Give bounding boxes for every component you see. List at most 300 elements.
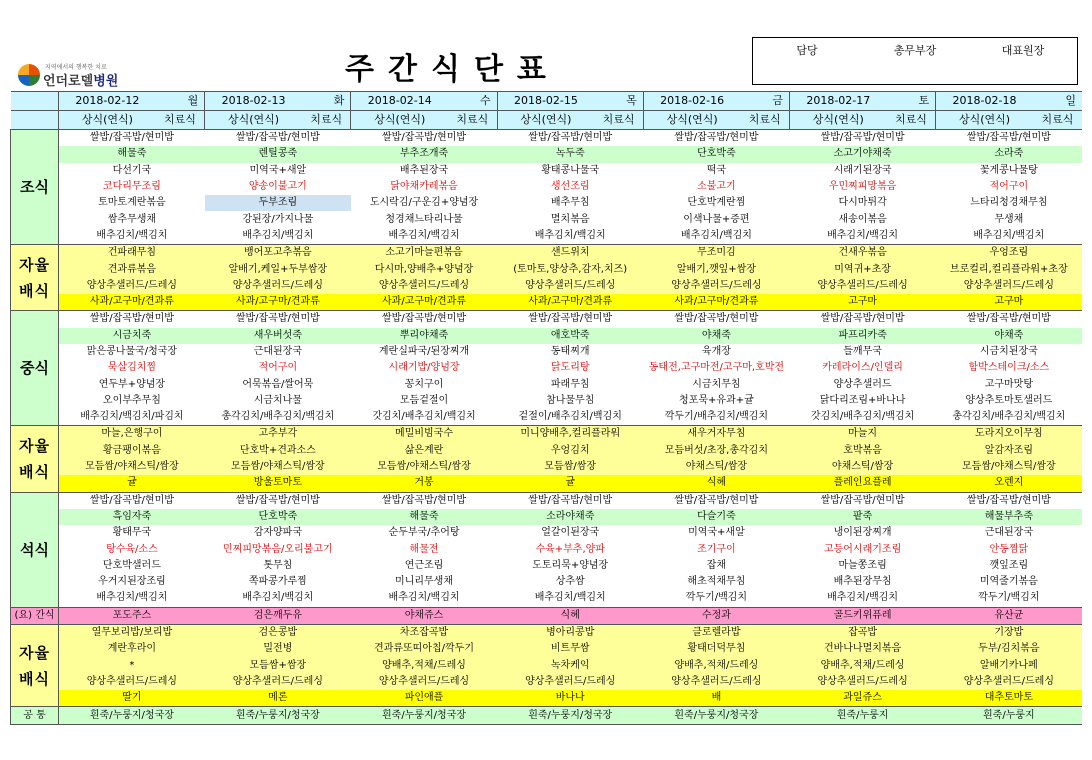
menu-item: 배추된장국 [351, 163, 497, 179]
menu-item: 쌀밥/잡곡밥/현미밥 [936, 130, 1082, 147]
menu-item: 야채죽 [643, 328, 789, 344]
section-label-dinner: 석식 [11, 492, 59, 607]
menu-item: 깍두기/배추김치/백김치 [643, 409, 789, 426]
menu-item: 야채쥬스 [351, 607, 497, 624]
diet-regular-label: 상식(연식) [936, 111, 1033, 130]
menu-item: 양상추샐러드/드레싱 [936, 674, 1082, 690]
logo-emblem-icon [18, 64, 40, 86]
menu-item: 미역귀+초장 [790, 261, 936, 277]
menu-item: 도라지오이무침 [936, 426, 1082, 443]
menu-item: 배추김치/백김치/파김치 [59, 409, 205, 426]
dinner-row [11, 509, 1083, 525]
menu-item: 다슬기죽 [643, 509, 789, 525]
menu-item: 모듬버섯/초장,총각김치 [643, 443, 789, 459]
menu-item: 흰죽/누룽지/청국장 [205, 707, 351, 724]
menu-item: 적어구이 [936, 179, 1082, 195]
day-date: 2018-02-18 [936, 92, 1033, 111]
menu-item: 모듬쌈/야채스틱/쌈장 [59, 459, 205, 475]
menu-item: 밀전병 [205, 641, 351, 657]
selfserve1-row [11, 261, 1083, 277]
menu-item: 탕수육/소스 [59, 541, 205, 557]
menu-item: 쌀밥/잡곡밥/현미밥 [205, 130, 351, 147]
menu-item: 쌀밥/잡곡밥/현미밥 [205, 492, 351, 509]
menu-item: 수정과 [643, 607, 789, 624]
menu-item: 냉이된장찌개 [790, 525, 936, 541]
menu-item: 소고기마늘편볶음 [351, 245, 497, 262]
menu-item: 소라야채죽 [497, 509, 643, 525]
menu-item: 흰죽/누룽지/청국장 [351, 707, 497, 724]
selfserve2-row [11, 443, 1083, 459]
menu-item: 쌈추무생채 [59, 211, 205, 227]
menu-item: 쪽파콩가루찜 [205, 574, 351, 590]
menu-item: * [59, 658, 205, 674]
menu-item: 동태전,고구마전/고구마,호박전 [643, 360, 789, 376]
menu-item: 오렌지 [936, 475, 1082, 492]
menu-item: 식혜 [497, 607, 643, 624]
menu-item: 유산균 [936, 607, 1082, 624]
menu-item: 양상추샐러드 [790, 376, 936, 392]
menu-item: 야채스틱/쌈장 [643, 459, 789, 475]
menu-item: 건파래무침 [59, 245, 205, 262]
menu-item: 배추무침 [497, 195, 643, 211]
menu-item: 플레인요플레 [790, 475, 936, 492]
menu-item: 황태무국 [59, 525, 205, 541]
snack-row [11, 607, 1083, 624]
menu-item: 검은콩밥 [205, 624, 351, 641]
menu-item: 계란후라이 [59, 641, 205, 657]
menu-item: 양상추샐러드/드레싱 [643, 674, 789, 690]
menu-item: 사과/고구마/견과류 [497, 294, 643, 311]
selfserve3-row [11, 658, 1083, 674]
section-label-lunch: 중식 [11, 311, 59, 426]
menu-item: 조기구이 [643, 541, 789, 557]
menu-item: 사과/고구마/견과류 [643, 294, 789, 311]
diet-regular-label: 상식(연식) [790, 111, 887, 130]
menu-item: 다시마,양배추+양념장 [351, 261, 497, 277]
day-weekday: 금 [740, 92, 789, 111]
menu-item: 배추김치/백김치 [497, 590, 643, 607]
section-label-common: 공 통 [11, 707, 59, 724]
menu-item: 쌀밥/잡곡밥/현미밥 [205, 311, 351, 328]
menu-item: 배추된장무침 [790, 574, 936, 590]
selfserve1-row [11, 245, 1083, 262]
menu-item: 녹차케익 [497, 658, 643, 674]
menu-item: 쌀밥/잡곡밥/현미밥 [643, 311, 789, 328]
menu-item: 녹두죽 [497, 146, 643, 162]
approval-manager: 총무부장 [893, 44, 937, 57]
menu-item: 총각김치/배추김치/백김치 [936, 409, 1082, 426]
menu-item: 단호박계란찜 [643, 195, 789, 211]
menu-item: 견과류볶음 [59, 261, 205, 277]
diet-therapy-label: 치료식 [1033, 111, 1082, 130]
breakfast-row [11, 211, 1083, 227]
menu-item: 야채스틱/쌈장 [790, 459, 936, 475]
menu-item: 양상추토마토샐러드 [936, 393, 1082, 409]
menu-item: 골드키위퓨레 [790, 607, 936, 624]
dinner-row [11, 541, 1083, 557]
menu-item: 건바나나멸치볶음 [790, 641, 936, 657]
selfserve3-row [11, 641, 1083, 657]
day-date: 2018-02-17 [790, 92, 887, 111]
menu-item: 쌀밥/잡곡밥/현미밥 [936, 492, 1082, 509]
menu-item: 황태콩나물국 [497, 163, 643, 179]
menu-item: 쌀밥/잡곡밥/현미밥 [790, 311, 936, 328]
diet-type-row [11, 111, 1083, 130]
menu-item: 메론 [205, 690, 351, 707]
menu-item: 모듬겉절이 [351, 393, 497, 409]
day-weekday: 화 [302, 92, 351, 111]
menu-item: 배추김치/백김치 [790, 590, 936, 607]
menu-item: 마늘지 [790, 426, 936, 443]
menu-item: 샌드위치 [497, 245, 643, 262]
menu-item: 건새우볶음 [790, 245, 936, 262]
selfserve2-row [11, 426, 1083, 443]
dinner-row [11, 574, 1083, 590]
selfserve3-row [11, 624, 1083, 641]
menu-item: 도시락김/구운김+양념장 [351, 195, 497, 211]
menu-item: 단호박죽 [643, 146, 789, 162]
dinner-row [11, 558, 1083, 574]
menu-item: 얼갈이된장국 [497, 525, 643, 541]
logo-name [43, 70, 118, 89]
menu-item: 양상추샐러드/드레싱 [497, 278, 643, 294]
menu-item: 카레라이스/인델리 [790, 360, 936, 376]
menu-item: 브로컬리,컬리플라워+초장 [936, 261, 1082, 277]
menu-item: 민찌피망볶음/오리불고기 [205, 541, 351, 557]
menu-item: 양배추,적채/드레싱 [790, 658, 936, 674]
menu-item: 소불고기 [643, 179, 789, 195]
menu-item: 꽁치구이 [351, 376, 497, 392]
menu-item: 배추김치/백김치 [351, 590, 497, 607]
menu-item: 갓김치/배추김치/백김치 [790, 409, 936, 426]
menu-item: 배추김치/백김치 [205, 228, 351, 245]
menu-item: 고구마 [790, 294, 936, 311]
menu-item: 코다리무조림 [59, 179, 205, 195]
menu-item: 파프리카죽 [790, 328, 936, 344]
menu-item: 오이부추무침 [59, 393, 205, 409]
menu-item: 해물전 [351, 541, 497, 557]
breakfast-row [11, 163, 1083, 179]
selfserve3-row [11, 690, 1083, 707]
menu-item: 소라죽 [936, 146, 1082, 162]
menu-item: 시래기밥/양념장 [351, 360, 497, 376]
menu-item: 알배기카나페 [936, 658, 1082, 674]
menu-item: 무생채 [936, 211, 1082, 227]
menu-item: (토마토,양상추,감자,치즈) [497, 261, 643, 277]
breakfast-row [11, 228, 1083, 245]
menu-item: 떡국 [643, 163, 789, 179]
day-date: 2018-02-12 [59, 92, 156, 111]
menu-item: 어묵볶음/쌀어묵 [205, 376, 351, 392]
menu-item: 참나물무침 [497, 393, 643, 409]
menu-item: 모듬쌈/쌈장 [497, 459, 643, 475]
logo-hospital-text: 병원 [93, 74, 119, 89]
menu-item: 해초적채무침 [643, 574, 789, 590]
menu-item: 배추김치/백김치 [497, 228, 643, 245]
menu-item: 애호박죽 [497, 328, 643, 344]
menu-item: 양상추샐러드/드레싱 [205, 278, 351, 294]
menu-item: 우엉조림 [936, 245, 1082, 262]
menu-item: 쌀밥/잡곡밥/현미밥 [643, 492, 789, 509]
page-title: 주간식단표 [345, 52, 560, 87]
menu-item: 열무보리밥/보리밥 [59, 624, 205, 641]
approval-staff: 담당 [796, 44, 818, 57]
menu-item: 쌀밥/잡곡밥/현미밥 [790, 130, 936, 147]
menu-item: 고등어시래기조림 [790, 541, 936, 557]
menu-item: 적어구이 [205, 360, 351, 376]
corner-cell [11, 111, 59, 130]
menu-item: 고구마맛탕 [936, 376, 1082, 392]
menu-item: 배추김치/백김치 [59, 590, 205, 607]
menu-item: 양배추,적채/드레싱 [643, 658, 789, 674]
menu-item: 미니리무생채 [351, 574, 497, 590]
breakfast-row [11, 130, 1083, 147]
day-weekday: 수 [448, 92, 497, 111]
menu-item: 도토리묵+양념장 [497, 558, 643, 574]
selfserve1-row [11, 278, 1083, 294]
section-label-selfserve2: 자율배식 [11, 426, 59, 492]
menu-item: 삶은계란 [351, 443, 497, 459]
dinner-row [11, 492, 1083, 509]
menu-item: 안동찜닭 [936, 541, 1082, 557]
menu-item: 메밀비빔국수 [351, 426, 497, 443]
menu-item: 맑은콩나물국/청국장 [59, 344, 205, 360]
menu-item: 깍두기/백김치 [936, 590, 1082, 607]
menu-item: 차조잡곡밥 [351, 624, 497, 641]
menu-item: 양상추샐러드/드레싱 [59, 278, 205, 294]
menu-item: 양상추샐러드/드레싱 [205, 674, 351, 690]
menu-item: 양송이불고기 [205, 179, 351, 195]
menu-item: 배추김치/백김치 [59, 228, 205, 245]
page-header [0, 0, 1092, 90]
menu-item: 육개장 [643, 344, 789, 360]
menu-item: 닭야채카레볶음 [351, 179, 497, 195]
menu-item: 클로렐라밥 [643, 624, 789, 641]
menu-item: 비트무쌈 [497, 641, 643, 657]
menu-item: 거봉 [351, 475, 497, 492]
diet-regular-label: 상식(연식) [205, 111, 302, 130]
menu-item: 배추김치/백김치 [936, 228, 1082, 245]
menu-item: 동태찌개 [497, 344, 643, 360]
menu-item: 겉절이/배추김치/백김치 [497, 409, 643, 426]
lunch-row [11, 360, 1083, 376]
menu-item: 소고기야채죽 [790, 146, 936, 162]
lunch-row [11, 311, 1083, 328]
breakfast-row [11, 146, 1083, 162]
menu-item: 들깨무국 [790, 344, 936, 360]
menu-item: 알배기,케일+두부쌈장 [205, 261, 351, 277]
menu-item: 모듬쌈/야채스틱/쌈장 [351, 459, 497, 475]
menu-item: 고구마 [936, 294, 1082, 311]
date-row [11, 92, 1083, 111]
menu-item: 닭도리탕 [497, 360, 643, 376]
menu-item: 해물부추죽 [936, 509, 1082, 525]
day-date: 2018-02-16 [643, 92, 740, 111]
lunch-row [11, 376, 1083, 392]
diet-therapy-label: 치료식 [887, 111, 936, 130]
menu-item: 양상추샐러드/드레싱 [643, 278, 789, 294]
menu-item: 토마토계란볶음 [59, 195, 205, 211]
menu-item: 근대된장국 [205, 344, 351, 360]
menu-item: 모듬쌈/야채스틱/쌈장 [205, 459, 351, 475]
menu-item: 호박볶음 [790, 443, 936, 459]
menu-item: 상추쌈 [497, 574, 643, 590]
menu-item: 깍두기/백김치 [643, 590, 789, 607]
menu-item: 황금팽이볶음 [59, 443, 205, 459]
menu-item: 렌틸콩죽 [205, 146, 351, 162]
menu-item: 갓김치/배추김치/백김치 [351, 409, 497, 426]
day-date: 2018-02-13 [205, 92, 302, 111]
menu-item: 배추김치/백김치 [790, 228, 936, 245]
menu-item: 사과/고구마/견과류 [351, 294, 497, 311]
selfserve2-row [11, 475, 1083, 492]
menu-item: 시래기된장국 [790, 163, 936, 179]
menu-item: 양상추샐러드/드레싱 [351, 674, 497, 690]
logo-tagline: 지역에서의 행복한 치료 [45, 64, 107, 71]
menu-item: 흰죽/누룽지 [936, 707, 1082, 724]
diet-therapy-label: 치료식 [594, 111, 643, 130]
menu-item: 다시마튀각 [790, 195, 936, 211]
menu-item: 방울토마토 [205, 475, 351, 492]
diet-therapy-label: 치료식 [156, 111, 205, 130]
menu-item: 고추부각 [205, 426, 351, 443]
menu-item: 톳무침 [205, 558, 351, 574]
menu-item: 시금치무침 [643, 376, 789, 392]
menu-item: 잡채 [643, 558, 789, 574]
menu-item: 연근조림 [351, 558, 497, 574]
menu-item: 배추김치/백김치 [205, 590, 351, 607]
section-label-breakfast: 조식 [11, 130, 59, 245]
menu-item: 부추조개죽 [351, 146, 497, 162]
menu-item: 이색나물+증편 [643, 211, 789, 227]
menu-item: 쌀밥/잡곡밥/현미밥 [497, 130, 643, 147]
menu-item: 파래무침 [497, 376, 643, 392]
menu-item: 새우거자무침 [643, 426, 789, 443]
hospital-logo [18, 62, 158, 88]
diet-therapy-label: 치료식 [448, 111, 497, 130]
diet-regular-label: 상식(연식) [59, 111, 156, 130]
lunch-row [11, 328, 1083, 344]
menu-item: 시금치된장국 [936, 344, 1082, 360]
day-date: 2018-02-14 [351, 92, 448, 111]
menu-item: 모듬쌈/야채스틱/쌈장 [936, 459, 1082, 475]
menu-item-highlighted: 두부조림 [205, 195, 351, 211]
menu-item: 시금치죽 [59, 328, 205, 344]
corner-cell [11, 92, 59, 111]
menu-item: 양상추샐러드/드레싱 [497, 674, 643, 690]
menu-item: 꽃게콩나물탕 [936, 163, 1082, 179]
menu-item: 병아리콩밥 [497, 624, 643, 641]
menu-item: 알배기,깻잎+쌈장 [643, 261, 789, 277]
menu-item: 흑임자죽 [59, 509, 205, 525]
menu-item: 강된장/가지나물 [205, 211, 351, 227]
dinner-row [11, 590, 1083, 607]
menu-item: 쌀밥/잡곡밥/현미밥 [59, 311, 205, 328]
menu-item: 쌀밥/잡곡밥/현미밥 [351, 311, 497, 328]
menu-item: 배추김치/백김치 [643, 228, 789, 245]
menu-item: 검은깨두유 [205, 607, 351, 624]
menu-item: 알감자조림 [936, 443, 1082, 459]
breakfast-row [11, 179, 1083, 195]
menu-item: 청포묵+유과+귤 [643, 393, 789, 409]
menu-item: 양상추샐러드/드레싱 [790, 674, 936, 690]
menu-item: 대추토마토 [936, 690, 1082, 707]
menu-item: 두부/김치볶음 [936, 641, 1082, 657]
menu-item: 사과/고구마/견과류 [205, 294, 351, 311]
common-row [11, 707, 1083, 724]
menu-item: 흰죽/누룽지 [790, 707, 936, 724]
day-date: 2018-02-15 [497, 92, 594, 111]
menu-item: 뿌리야채죽 [351, 328, 497, 344]
menu-item: 양상추샐러드/드레싱 [59, 674, 205, 690]
diet-regular-label: 상식(연식) [497, 111, 594, 130]
menu-item: 양상추샐러드/드레싱 [936, 278, 1082, 294]
menu-item: 양상추샐러드/드레싱 [790, 278, 936, 294]
menu-item: 식혜 [643, 475, 789, 492]
menu-item: 우엉김치 [497, 443, 643, 459]
menu-item: 쌀밥/잡곡밥/현미밥 [59, 492, 205, 509]
menu-item: 미역국+새알 [205, 163, 351, 179]
menu-item: 과일쥬스 [790, 690, 936, 707]
day-weekday: 일 [1033, 92, 1082, 111]
breakfast-row [11, 195, 1083, 211]
menu-item: 다선기국 [59, 163, 205, 179]
menu-item: 느타리청경채무침 [936, 195, 1082, 211]
menu-item: 계란실파국/된장찌개 [351, 344, 497, 360]
weekly-menu-table [10, 91, 1082, 725]
menu-item: 배추김치/백김치 [351, 228, 497, 245]
logo-name-text: 언더로델 [43, 74, 94, 89]
diet-regular-label: 상식(연식) [351, 111, 448, 130]
menu-item: 사과/고구마/견과류 [59, 294, 205, 311]
lunch-row [11, 393, 1083, 409]
day-weekday: 토 [887, 92, 936, 111]
day-weekday: 목 [594, 92, 643, 111]
menu-item: 쌀밥/잡곡밥/현미밥 [59, 130, 205, 147]
menu-item: 귤 [497, 475, 643, 492]
menu-item: 깻잎조림 [936, 558, 1082, 574]
menu-item: 우민찌피망볶음 [790, 179, 936, 195]
menu-item: 단호박샐러드 [59, 558, 205, 574]
menu-item: 배 [643, 690, 789, 707]
menu-item: 쌀밥/잡곡밥/현미밥 [497, 311, 643, 328]
menu-item: 우거지된장조림 [59, 574, 205, 590]
menu-item: 견과류또띠아칩/깍두기 [351, 641, 497, 657]
selfserve2-row [11, 459, 1083, 475]
diet-therapy-label: 치료식 [302, 111, 351, 130]
menu-item: 새우버섯죽 [205, 328, 351, 344]
menu-item: 팥죽 [790, 509, 936, 525]
menu-item: 미역국+새알 [643, 525, 789, 541]
menu-item: 포도주스 [59, 607, 205, 624]
menu-item: 마늘,은행구이 [59, 426, 205, 443]
section-label-selfserve1: 자율배식 [11, 245, 59, 311]
menu-item: 함박스테이크/소스 [936, 360, 1082, 376]
menu-item: 파인애플 [351, 690, 497, 707]
menu-item: 닭다리조림+바나나 [790, 393, 936, 409]
menu-item: 바나나 [497, 690, 643, 707]
menu-item: 기장밥 [936, 624, 1082, 641]
menu-item: 청경채느타리나물 [351, 211, 497, 227]
menu-item: 쌀밥/잡곡밥/현미밥 [643, 130, 789, 147]
menu-item: 뱅어포고추볶음 [205, 245, 351, 262]
menu-item: 근대된장국 [936, 525, 1082, 541]
menu-item: 해물죽 [351, 509, 497, 525]
menu-item: 미역줄기볶음 [936, 574, 1082, 590]
menu-item: 감자양파국 [205, 525, 351, 541]
approval-box [752, 37, 1078, 85]
menu-item: 단호박죽 [205, 509, 351, 525]
